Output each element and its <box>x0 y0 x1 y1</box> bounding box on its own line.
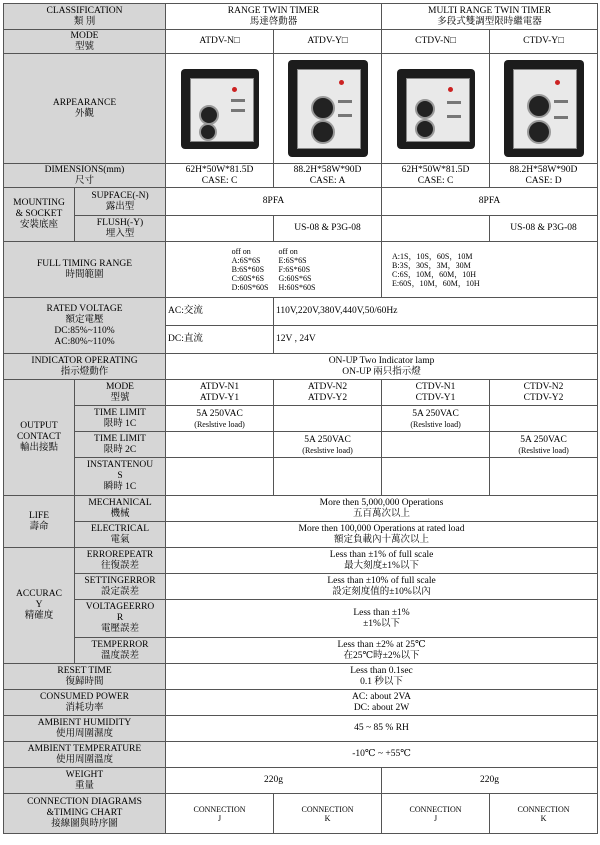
accuracy-label: ACCURAC Y 精確度 <box>4 548 75 664</box>
repeat-error-label: ERROREPEATR 往復誤差 <box>75 548 166 574</box>
instantaneous-row <box>4 458 598 496</box>
flush-empty-cell <box>166 216 274 242</box>
voltage-ac-row <box>4 298 598 326</box>
classification-label: CLASSIFICATION 類 別 <box>4 4 166 30</box>
voltage-label: RATED VOLTAGE 額定電壓 DC:85%~110% AC:80%~110% <box>4 298 166 354</box>
output-model: CTDV-N1 CTDV-Y1 <box>382 380 490 406</box>
product-photo-ctdv-n <box>382 54 490 164</box>
spec-table <box>3 3 598 834</box>
temperature-error-row <box>4 638 598 664</box>
classification-row <box>4 4 598 30</box>
rating-cell: 5A 250VAC (Reslstive load) <box>382 406 490 432</box>
reset-time-value: Less than 0.1sec 0.1 秒以下 <box>166 664 598 690</box>
ac-values: 110V,220V,380V,440V,50/60Hz <box>274 298 598 326</box>
ambient-temperature-row <box>4 742 598 768</box>
reset-time-label: RESET TIME 復歸時間 <box>4 664 166 690</box>
time-limit-2c-row <box>4 432 598 458</box>
life-electrical-row <box>4 522 598 548</box>
weight-range: 220g <box>166 768 382 794</box>
connection-label: CONNECTION DIAGRAMS &TIMING CHART 接線圖與時序圖 <box>4 794 166 834</box>
connection-diagram-link[interactable]: CONNECTION J <box>166 794 274 834</box>
empty-cell <box>490 458 598 496</box>
connection-diagram-link[interactable]: CONNECTION J <box>382 794 490 834</box>
dimensions-label: DIMENSIONS(mm) 尺寸 <box>4 164 166 188</box>
electrical-label: ELECTRICAL 電氣 <box>75 522 166 548</box>
mechanical-label: MECHANICAL 機械 <box>75 496 166 522</box>
model-cell: CTDV-N□ <box>382 30 490 54</box>
time-limit-1c-label: TIME LIMIT 限時 1C <box>75 406 166 432</box>
product-photo-atdv-y <box>274 54 382 164</box>
temperature-error-value: Less than ±2% at 25℃ 在25℃時±2%以下 <box>166 638 598 664</box>
dimension-cell: 62H*50W*81.5D CASE: C <box>166 164 274 188</box>
weight-row <box>4 768 598 794</box>
mode-row <box>4 30 598 54</box>
life-mechanical-row <box>4 496 598 522</box>
indicator-row <box>4 354 598 380</box>
rating-cell: 5A 250VAC (Reslstive load) <box>490 432 598 458</box>
output-model: ATDV-N1 ATDV-Y1 <box>166 380 274 406</box>
empty-cell <box>166 458 274 496</box>
time-limit-2c-label: TIME LIMIT 限時 2C <box>75 432 166 458</box>
dc-values: 12V , 24V <box>274 326 598 354</box>
model-cell: CTDV-Y□ <box>490 30 598 54</box>
repeat-error-value: Less than ±1% of full scale 最大刻度±1%以下 <box>166 548 598 574</box>
output-model: ATDV-N2 ATDV-Y2 <box>274 380 382 406</box>
mechanical-value: More then 5,000,000 Operations 五百萬次以上 <box>166 496 598 522</box>
empty-cell <box>166 432 274 458</box>
connection-row <box>4 794 598 834</box>
surface-socket-multi: 8PFA <box>382 188 598 216</box>
model-cell: ATDV-Y□ <box>274 30 382 54</box>
dimension-cell: 62H*50W*81.5D CASE: C <box>382 164 490 188</box>
electrical-value: More then 100,000 Operations at rated load 額定負載內十萬次以上 <box>166 522 598 548</box>
empty-cell <box>274 458 382 496</box>
mounting-surface-row <box>4 188 598 216</box>
flush-socket-range: US-08 & P3G-08 <box>274 216 382 242</box>
dimension-cell: 88.2H*58W*90D CASE: A <box>274 164 382 188</box>
appearance-label: ARPEARANCE 外觀 <box>4 54 166 164</box>
surface-socket-range: 8PFA <box>166 188 382 216</box>
empty-cell <box>490 406 598 432</box>
consumed-power-label: CONSUMED POWER 消耗功率 <box>4 690 166 716</box>
ambient-temperature-value: -10℃ ~ +55℃ <box>166 742 598 768</box>
empty-cell <box>382 458 490 496</box>
repeat-error-row <box>4 548 598 574</box>
mounting-flush-row <box>4 216 598 242</box>
output-mode-row <box>4 380 598 406</box>
instantaneous-label: INSTANTENOU S 瞬時 1C <box>75 458 166 496</box>
dimensions-row <box>4 164 598 188</box>
weight-multi: 220g <box>382 768 598 794</box>
dimension-cell: 88.2H*58W*90D CASE: D <box>490 164 598 188</box>
temperature-error-label: TEMPERROR 溫度誤差 <box>75 638 166 664</box>
indicator-value: ON-UP Two Indicator lamp ON-UP 兩只指示燈 <box>166 354 598 380</box>
timing-row <box>4 242 598 298</box>
product-photo-ctdv-y <box>490 54 598 164</box>
output-mode-label: MODE 型號 <box>75 380 166 406</box>
humidity-label: AMBIENT HUMIDITY 使用周圍濕度 <box>4 716 166 742</box>
humidity-value: 45 ~ 85 % RH <box>166 716 598 742</box>
timing-range-values: off on A:6S*6S B:6S*60S C:60S*6S D:60S*60S off on E:6S*6S F:6S*60S G:60S*6S H:60S*60S <box>166 242 382 298</box>
weight-label: WEIGHT 重量 <box>4 768 166 794</box>
connection-diagram-link[interactable]: CONNECTION K <box>490 794 598 834</box>
consumed-power-row <box>4 690 598 716</box>
voltage-error-row <box>4 600 598 638</box>
mounting-label: MOUNTING & SOCKET 安裝底座 <box>4 188 75 242</box>
flush-empty-cell <box>382 216 490 242</box>
empty-cell <box>382 432 490 458</box>
setting-error-row <box>4 574 598 600</box>
output-model: CTDV-N2 CTDV-Y2 <box>490 380 598 406</box>
setting-error-value: Less than ±10% of full scale 設定刻度值的±10%以內 <box>166 574 598 600</box>
indicator-label: INDICATOR OPERATING 指示燈動作 <box>4 354 166 380</box>
range-twin-timer-header: RANGE TWIN TIMER 馬達啓動器 <box>166 4 382 30</box>
life-label: LIFE 壽命 <box>4 496 75 548</box>
timing-label: FULL TIMING RANGE 時間範圍 <box>4 242 166 298</box>
appearance-row <box>4 54 598 164</box>
rating-cell: 5A 250VAC (Reslstive load) <box>274 432 382 458</box>
setting-error-label: SETTINGERROR 設定誤差 <box>75 574 166 600</box>
timing-multi-values: A:1S，10S，60S，10M B:3S，30S，3M，30M C:6S，10M，60M，10H E:60S，10M，60M，10H <box>382 242 598 298</box>
consumed-power-value: AC: about 2VA DC: about 2W <box>166 690 598 716</box>
model-cell: ATDV-N□ <box>166 30 274 54</box>
voltage-error-label: VOLTAGEERRO R 電壓誤差 <box>75 600 166 638</box>
time-limit-1c-row <box>4 406 598 432</box>
empty-cell <box>274 406 382 432</box>
output-contact-label: OUTPUT CONTACT 輸出接點 <box>4 380 75 496</box>
humidity-row <box>4 716 598 742</box>
flush-socket-multi: US-08 & P3G-08 <box>490 216 598 242</box>
flush-label: FLUSH(-Y) 埋入型 <box>75 216 166 242</box>
mode-label: MODE 型號 <box>4 30 166 54</box>
ac-label: AC:交流 <box>166 298 274 326</box>
dc-label: DC:直流 <box>166 326 274 354</box>
surface-label: SUPFACE(-N) 露出型 <box>75 188 166 216</box>
multi-range-twin-timer-header: MULTI RANGE TWIN TIMER 多段式雙調型限時繼電器 <box>382 4 598 30</box>
rating-cell: 5A 250VAC (Reslstive load) <box>166 406 274 432</box>
voltage-error-value: Less than ±1% ±1%以下 <box>166 600 598 638</box>
product-photo-atdv-n <box>166 54 274 164</box>
connection-diagram-link[interactable]: CONNECTION K <box>274 794 382 834</box>
reset-time-row <box>4 664 598 690</box>
ambient-temperature-label: AMBIENT TEMPERATURE 使用周圍溫度 <box>4 742 166 768</box>
